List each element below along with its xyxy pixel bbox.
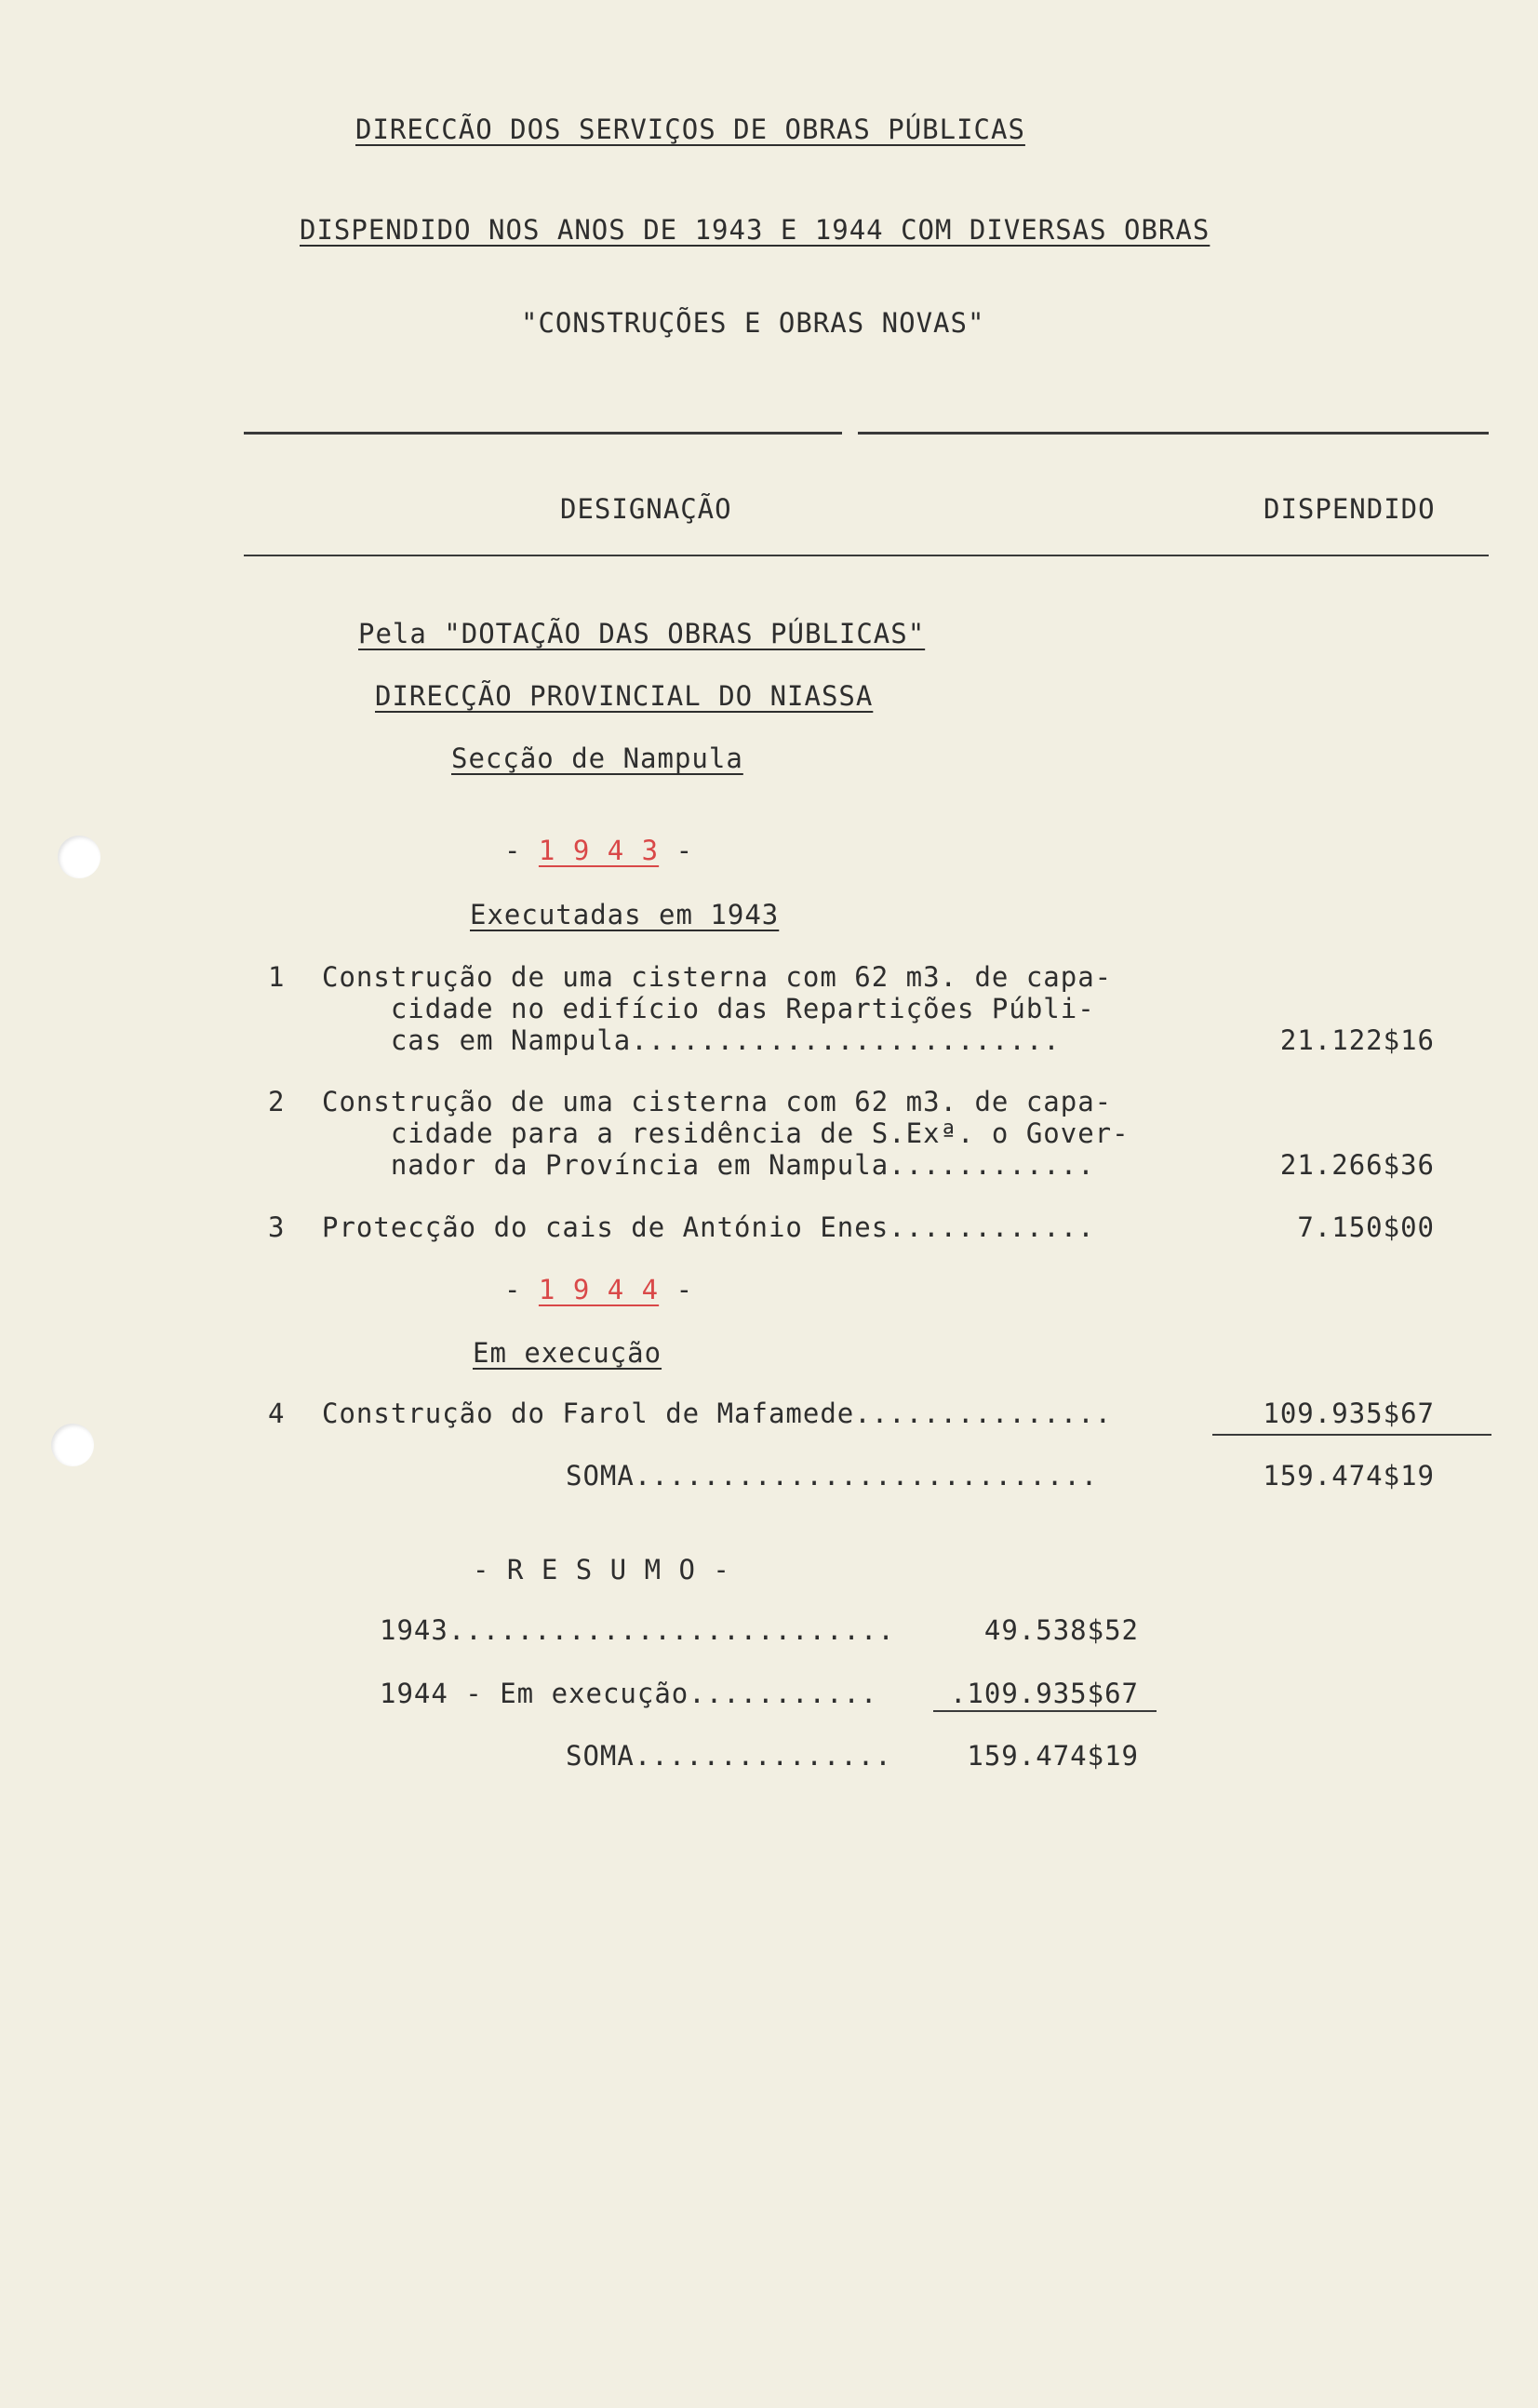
item-amount: 7.150$00 bbox=[1297, 1211, 1435, 1243]
item-amount: 109.935$67 bbox=[1263, 1398, 1435, 1429]
item-description-line: Construção de uma cisterna com 62 m3. de capa- bbox=[322, 961, 1113, 993]
executed-subtitle: Executadas em 1943 bbox=[470, 899, 780, 930]
item-description-line: cidade no edifício das Repartições Públi- bbox=[322, 993, 1095, 1024]
year-marker-1944: - 1 9 4 4 - bbox=[504, 1274, 694, 1305]
summary-row-label: 1944 - Em execução........... bbox=[380, 1678, 878, 1709]
total-amount: 159.474$19 bbox=[1263, 1460, 1435, 1492]
summary-total-amount: 159.474$19 bbox=[967, 1740, 1139, 1772]
summary-row-amount: .109.935$67 bbox=[949, 1678, 1139, 1709]
subtotal-rule bbox=[1212, 1434, 1491, 1436]
summary-total-label: SOMA............... bbox=[566, 1740, 892, 1772]
table-top-rule-right bbox=[858, 432, 1489, 435]
subsection-title: Secção de Nampula bbox=[451, 742, 743, 774]
summary-row-label: 1943.......................... bbox=[380, 1614, 895, 1646]
item-description-line: nador da Província em Nampula............ bbox=[322, 1149, 1095, 1181]
header-title: DIRECCÃO DOS SERVIÇOS DE OBRAS PÚBLICAS bbox=[355, 114, 1025, 145]
item-description-line: Construção do Farol de Mafamede............... bbox=[322, 1398, 1113, 1429]
item-description-line: Construção de uma cisterna com 62 m3. de capa- bbox=[322, 1086, 1113, 1117]
column-header-spent: DISPENDIDO bbox=[1264, 493, 1436, 525]
item-number: 3 bbox=[268, 1211, 286, 1243]
table-top-rule-left bbox=[244, 432, 842, 435]
item-description-line: cas em Nampula......................... bbox=[322, 1024, 1061, 1056]
binder-hole-bottom bbox=[51, 1424, 94, 1466]
summary-rule bbox=[933, 1710, 1157, 1712]
binder-hole-top bbox=[58, 836, 100, 878]
in-progress-subtitle: Em execução bbox=[473, 1337, 662, 1369]
item-description-line: Protecção do cais de António Enes............ bbox=[322, 1211, 1095, 1243]
item-number: 1 bbox=[268, 961, 286, 993]
funding-title: Pela "DOTAÇÃO DAS OBRAS PÚBLICAS" bbox=[358, 618, 926, 649]
summary-title: - R E S U M O - bbox=[473, 1554, 730, 1585]
summary-row-amount: 49.538$52 bbox=[983, 1614, 1139, 1646]
total-label: SOMA........................... bbox=[566, 1460, 1099, 1492]
header-subtitle: DISPENDIDO NOS ANOS DE 1943 E 1944 COM DIVERSAS OBRAS bbox=[300, 214, 1210, 246]
year-marker-1943: - 1 9 4 3 - bbox=[504, 835, 694, 866]
item-number: 2 bbox=[268, 1086, 286, 1117]
table-header-rule bbox=[244, 555, 1489, 556]
header-category: "CONSTRUÇÕES E OBRAS NOVAS" bbox=[521, 307, 985, 339]
item-number: 4 bbox=[268, 1398, 286, 1429]
directorate-title: DIRECÇÃO PROVINCIAL DO NIASSA bbox=[375, 680, 874, 712]
item-amount: 21.266$36 bbox=[1279, 1149, 1435, 1181]
column-header-designation: DESIGNAÇÃO bbox=[560, 493, 732, 525]
item-description-line: cidade para a residência de S.Exª. o Gover- bbox=[322, 1117, 1130, 1149]
item-amount: 21.122$16 bbox=[1279, 1024, 1435, 1056]
